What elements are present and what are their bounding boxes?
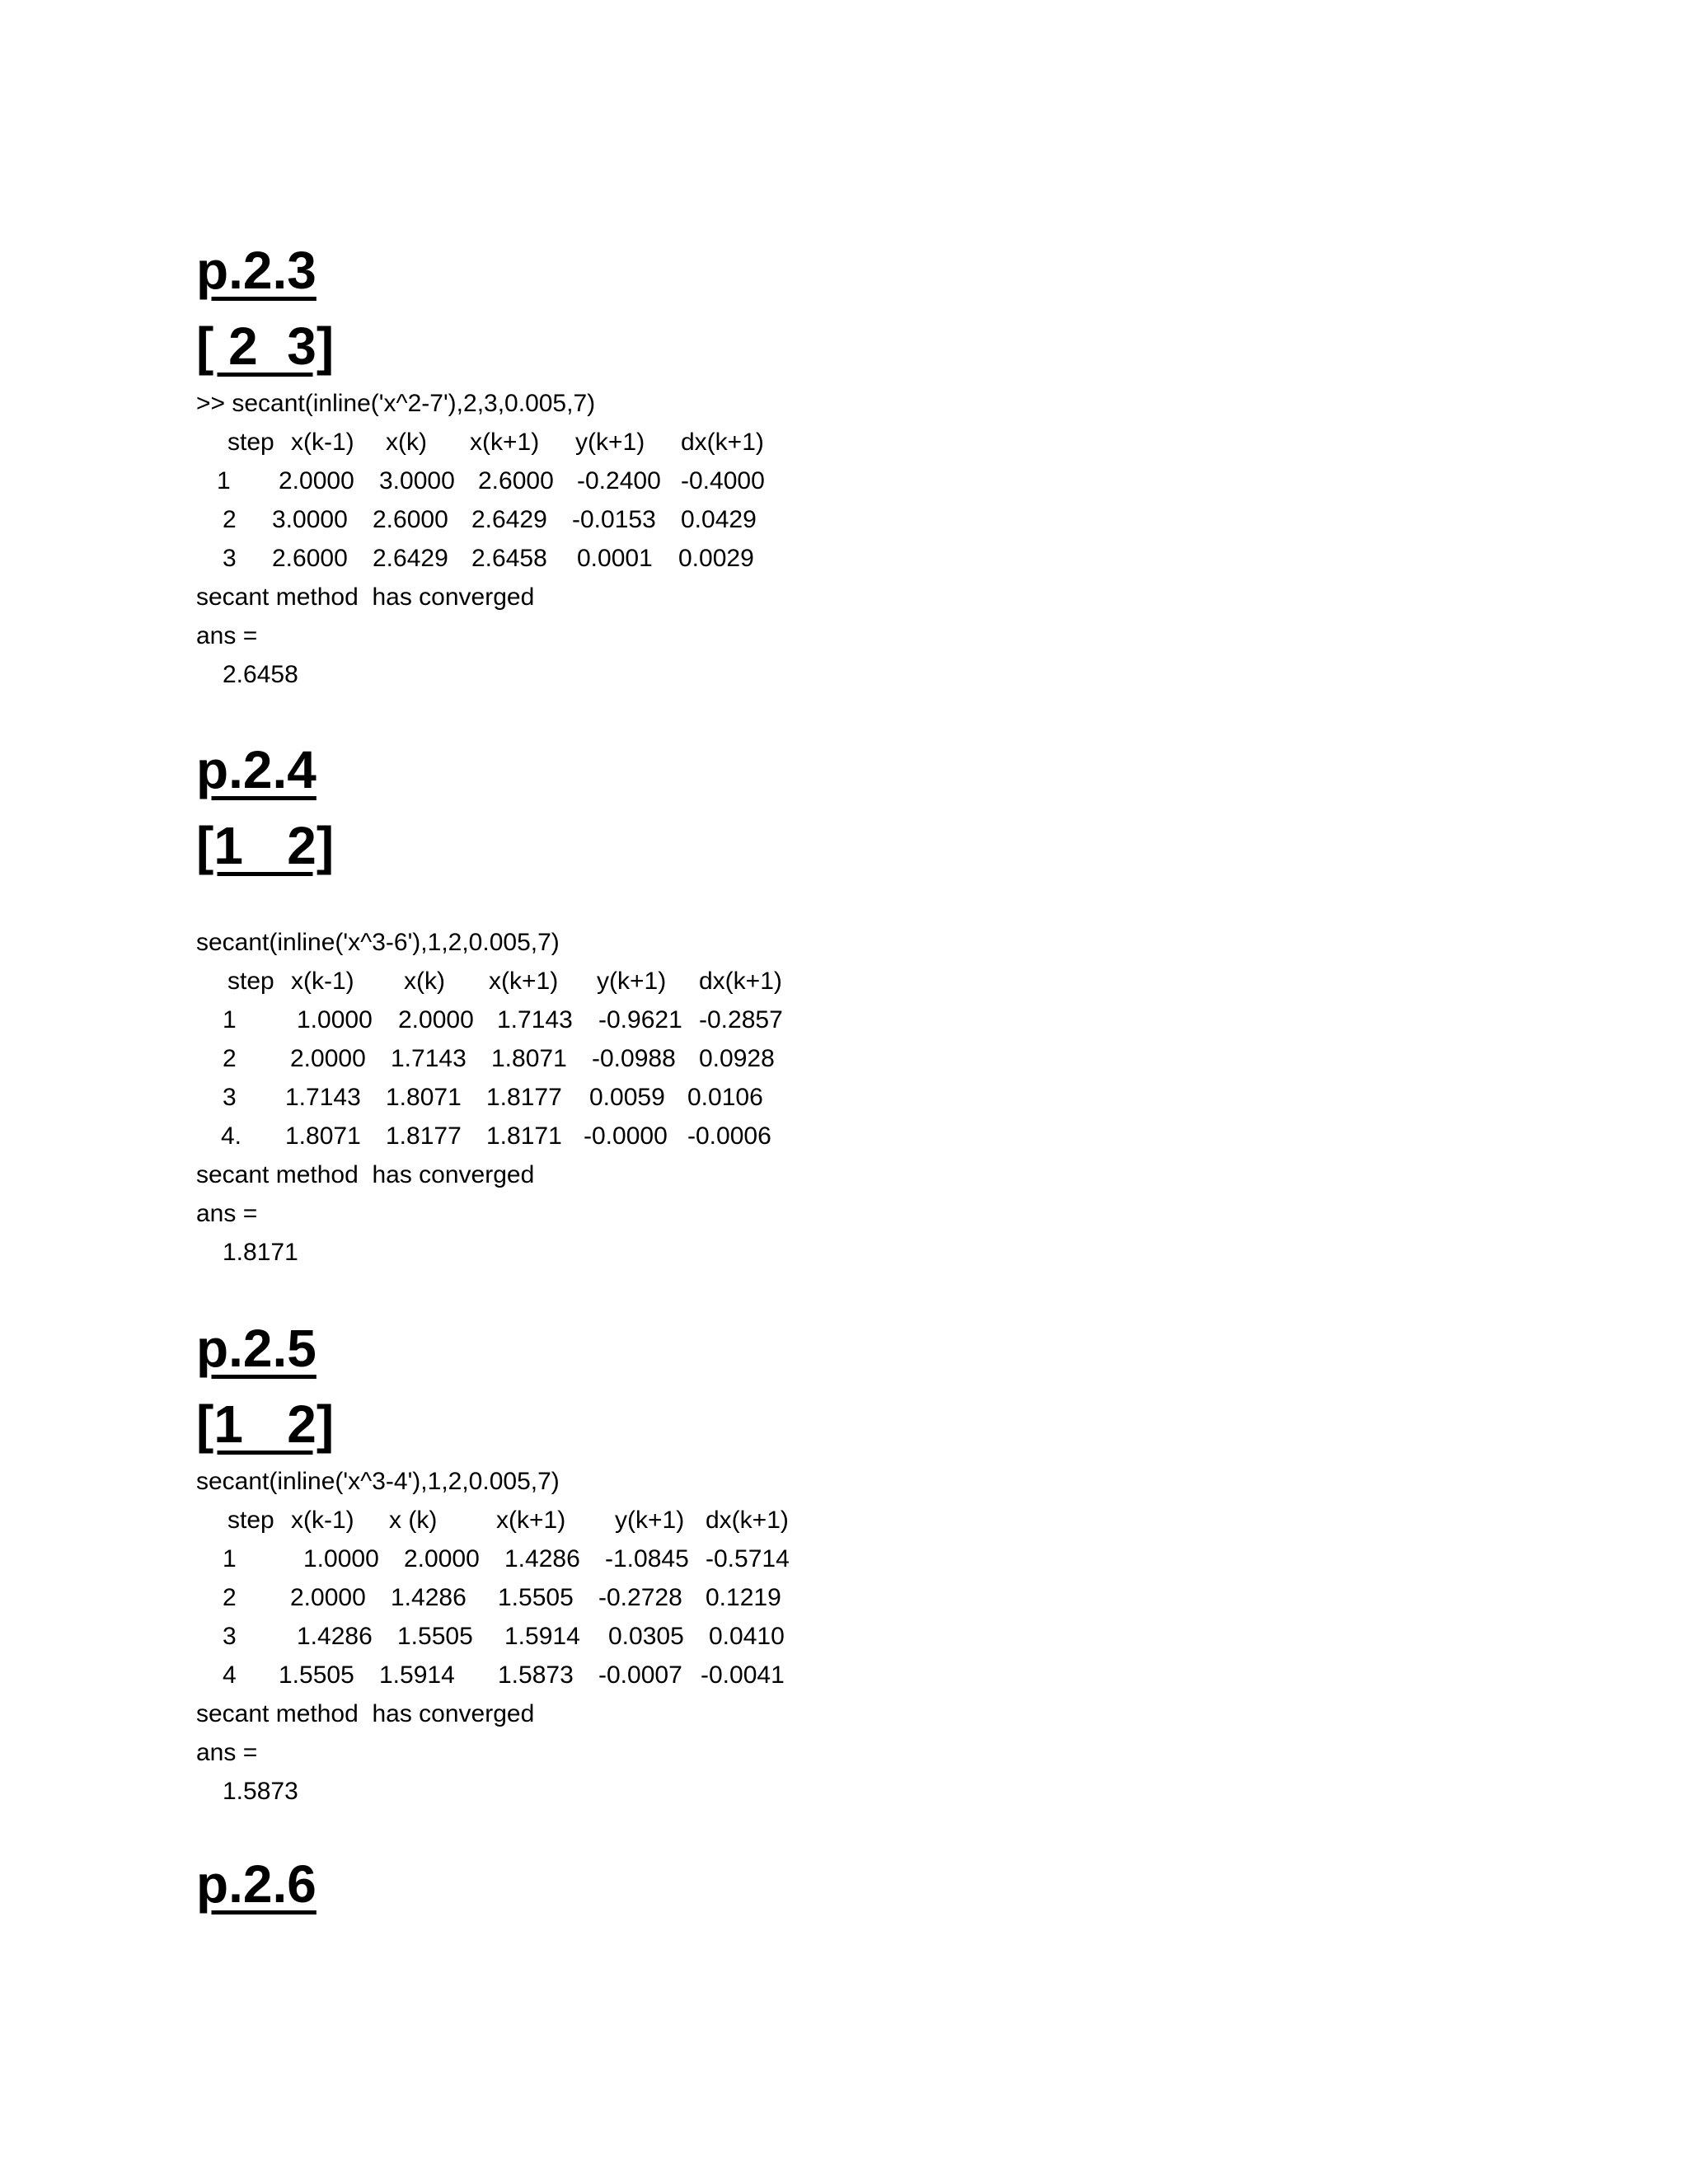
status-message: secant method has converged <box>196 1161 535 1188</box>
table-cell: 2 <box>223 506 237 533</box>
table-cell: 1.5505 <box>279 1661 354 1689</box>
table-cell: 2.6429 <box>373 545 448 572</box>
section-title: p.2.4 <box>196 740 316 799</box>
table-cell: 1.4286 <box>391 1584 467 1611</box>
table-cell: -0.4000 <box>681 467 765 494</box>
table-row <box>196 462 1268 500</box>
section-p-2-3 <box>196 232 1268 694</box>
table-cell: 1.5914 <box>379 1661 455 1689</box>
col-header: x(k+1) <box>470 429 540 456</box>
table-cell: 1.8177 <box>486 1084 562 1111</box>
table-cell: 1.5914 <box>504 1623 580 1650</box>
ans-value: 1.8171 <box>223 1239 298 1266</box>
col-header: x(k+1) <box>489 968 559 995</box>
col-header: x(k-1) <box>291 968 354 995</box>
table-cell: 2.0000 <box>279 467 354 494</box>
table-cell: -0.2728 <box>598 1584 682 1611</box>
col-header: y(k+1) <box>597 968 667 995</box>
table-row <box>196 1617 1268 1656</box>
ans-value: 2.6458 <box>223 661 298 688</box>
table-cell: 0.1219 <box>706 1584 781 1611</box>
section-p-2-4 <box>196 732 1268 1272</box>
table-row <box>196 1656 1268 1694</box>
table-cell: 1.8177 <box>386 1122 462 1150</box>
col-header: x(k-1) <box>291 429 354 456</box>
table-cell: 2.0000 <box>404 1545 480 1572</box>
col-header: dx(k+1) <box>681 429 764 456</box>
col-header: x (k) <box>389 1507 438 1534</box>
table-cell: 1.5873 <box>498 1661 574 1689</box>
table-cell: 1.7143 <box>497 1006 573 1033</box>
table-cell: -0.5714 <box>706 1545 790 1572</box>
table-cell: 2.6000 <box>478 467 554 494</box>
command-line: >> secant(inline('x^2-7'),2,3,0.005,7) <box>196 390 596 417</box>
col-header: x(k-1) <box>291 1507 354 1534</box>
table-cell: -0.2857 <box>699 1006 783 1033</box>
table-cell: 0.0106 <box>687 1084 763 1111</box>
section-interval: [1 2] <box>196 1394 335 1454</box>
section-title: p.2.6 <box>196 1854 316 1914</box>
ans-label: ans = <box>196 1739 258 1766</box>
table-cell: 3 <box>223 1084 237 1111</box>
table-cell: -0.0007 <box>598 1661 682 1689</box>
table-row <box>196 1039 1268 1078</box>
table-cell: 1 <box>223 1006 237 1033</box>
table-cell: 2.6429 <box>471 506 547 533</box>
table-cell: 1.4286 <box>504 1545 580 1572</box>
table-cell: 1 <box>223 1545 237 1572</box>
section-interval: [ 2 3] <box>196 316 335 376</box>
section-title: p.2.5 <box>196 1319 316 1378</box>
table-cell: 1.7143 <box>285 1084 361 1111</box>
col-header: x(k) <box>404 968 445 995</box>
table-cell: 2.0000 <box>290 1584 366 1611</box>
table-cell: 0.0429 <box>681 506 757 533</box>
table-cell: 1.8171 <box>486 1122 562 1150</box>
table-row <box>196 500 1268 539</box>
table-cell: -0.2400 <box>577 467 661 494</box>
ans-label: ans = <box>196 622 258 649</box>
table-cell: 1.5505 <box>498 1584 574 1611</box>
table-row <box>196 1001 1268 1039</box>
col-header: y(k+1) <box>615 1507 685 1534</box>
table-cell: 1.4286 <box>297 1623 373 1650</box>
table-cell: -0.0000 <box>584 1122 668 1150</box>
table-row <box>196 1540 1268 1578</box>
table-cell: 1.8071 <box>285 1122 361 1150</box>
table-cell: -0.0006 <box>687 1122 771 1150</box>
table-cell: 4. <box>221 1122 242 1150</box>
ans-value: 1.5873 <box>223 1778 298 1805</box>
table-cell: 2.6458 <box>471 545 547 572</box>
table-cell: 2 <box>223 1584 237 1611</box>
section-interval: [1 2] <box>196 816 335 875</box>
section-title: p.2.3 <box>196 241 316 300</box>
table-cell: 3 <box>223 545 237 572</box>
table-cell: 3 <box>223 1623 237 1650</box>
table-cell: 0.0001 <box>577 545 653 572</box>
table-cell: 1.8071 <box>491 1045 567 1072</box>
table-cell: -0.0041 <box>701 1661 785 1689</box>
col-header: x(k) <box>386 429 427 456</box>
col-header: dx(k+1) <box>699 968 782 995</box>
col-header: y(k+1) <box>575 429 645 456</box>
table-cell: 0.0410 <box>709 1623 785 1650</box>
col-header: step <box>227 1507 274 1534</box>
table-cell: 1.7143 <box>391 1045 467 1072</box>
table-cell: 1.0000 <box>303 1545 379 1572</box>
table-row <box>196 1078 1268 1117</box>
table-cell: 0.0059 <box>589 1084 665 1111</box>
table-cell: 4 <box>223 1661 237 1689</box>
col-header: step <box>227 429 274 456</box>
table-header <box>196 423 1268 462</box>
table-cell: 1 <box>217 467 231 494</box>
table-cell: 3.0000 <box>272 506 348 533</box>
table-cell: 2.0000 <box>290 1045 366 1072</box>
table-cell: -1.0845 <box>605 1545 689 1572</box>
table-cell: 2.6000 <box>272 545 348 572</box>
table-cell: 0.0305 <box>608 1623 684 1650</box>
table-cell: 0.0029 <box>678 545 754 572</box>
table-row <box>196 1117 1268 1155</box>
table-cell: -0.9621 <box>598 1006 682 1033</box>
col-header: dx(k+1) <box>706 1507 789 1534</box>
col-header: step <box>227 968 274 995</box>
table-cell: 2.6000 <box>373 506 448 533</box>
table-row <box>196 1578 1268 1617</box>
command-line: secant(inline('x^3-6'),1,2,0.005,7) <box>196 929 560 956</box>
status-message: secant method has converged <box>196 583 535 611</box>
table-row <box>196 539 1268 578</box>
col-header: x(k+1) <box>496 1507 566 1534</box>
status-message: secant method has converged <box>196 1700 535 1727</box>
table-cell: 3.0000 <box>379 467 455 494</box>
table-cell: 1.5505 <box>397 1623 473 1650</box>
table-header <box>196 962 1268 1001</box>
command-line: secant(inline('x^3-4'),1,2,0.005,7) <box>196 1468 560 1495</box>
section-p-2-6 <box>196 1846 1268 1922</box>
table-header <box>196 1501 1268 1540</box>
section-p-2-5 <box>196 1310 1268 1811</box>
table-cell: -0.0153 <box>572 506 656 533</box>
table-cell: 2.0000 <box>398 1006 474 1033</box>
table-cell: 2 <box>223 1045 237 1072</box>
ans-label: ans = <box>196 1200 258 1227</box>
table-cell: 0.0928 <box>699 1045 775 1072</box>
table-cell: -0.0988 <box>592 1045 676 1072</box>
table-cell: 1.8071 <box>386 1084 462 1111</box>
table-cell: 1.0000 <box>297 1006 373 1033</box>
